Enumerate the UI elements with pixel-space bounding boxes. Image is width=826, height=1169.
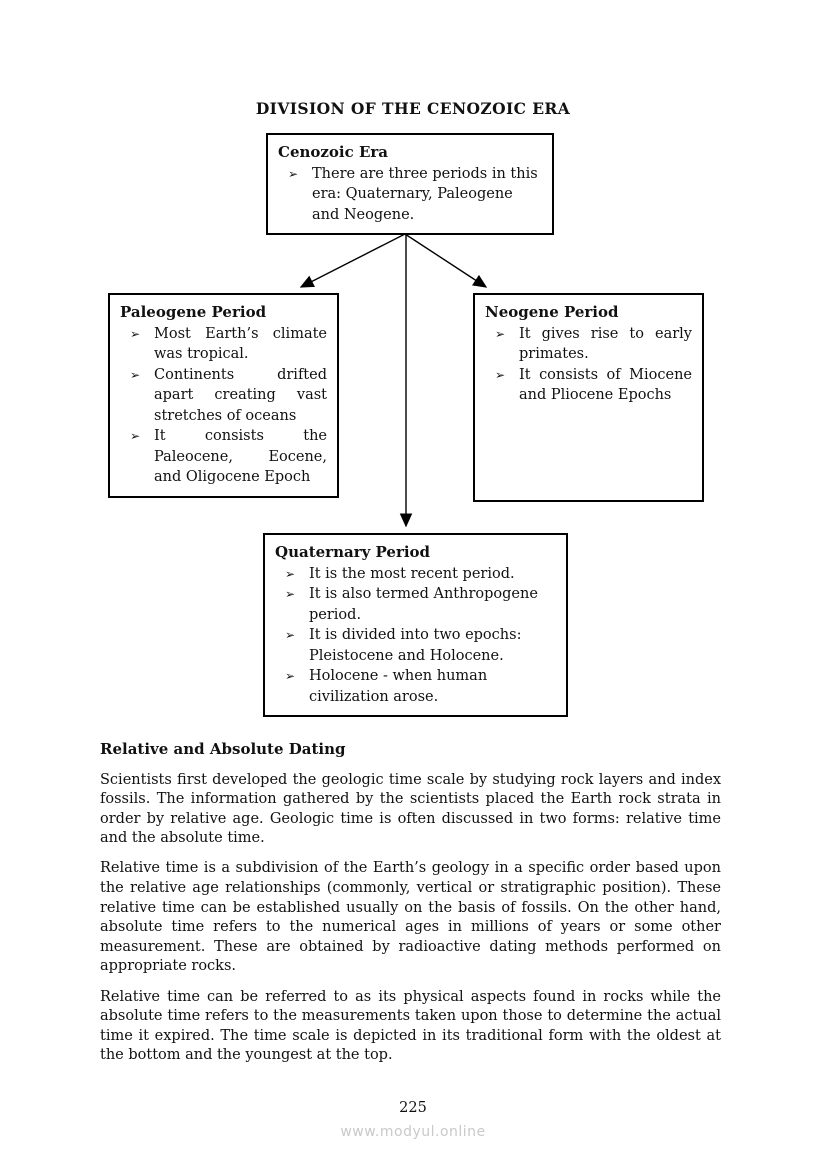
body-text-section — [100, 740, 721, 1076]
arrow-bullet-icon: ➢ — [285, 587, 296, 601]
box-heading-cenozoic: Cenozoic Era — [278, 143, 389, 161]
arrow-bullet-icon: ➢ — [288, 166, 299, 181]
bullet-item — [288, 164, 542, 226]
bullet-text: Continents drifted apart creating vast stretches of oceans — [154, 366, 327, 424]
arrow-bullet-icon: ➢ — [285, 566, 296, 581]
arrow-bullet-icon: ➢ — [495, 367, 506, 382]
arrow-bullet-icon: ➢ — [130, 367, 141, 382]
bullet-text: It consists of Miocene and Pliocene Epochs — [519, 366, 692, 403]
section-heading: Relative and Absolute Dating — [100, 740, 346, 758]
bullet-item — [495, 324, 692, 365]
bullet-text: Holocene - when human civilization arose. — [309, 668, 488, 705]
box-heading-quaternary: Quaternary Period — [275, 543, 431, 561]
bullet-item — [130, 365, 327, 427]
box-cenozoic-era — [266, 133, 554, 235]
arrow-bullet-icon: ➢ — [285, 628, 296, 642]
bullet-text: Most Earth’s climate was tropical. — [154, 325, 327, 362]
bullet-text: It is divided into two epochs: Pleistocene and Holocene. — [309, 627, 522, 664]
bullet-text: There are three periods in this era: Quaternary, Paleogene and Neogene. — [312, 165, 538, 223]
bullet-item — [130, 426, 327, 488]
arrow-bullet-icon: ➢ — [285, 669, 296, 683]
bullet-item — [495, 365, 692, 406]
paragraph-3: Relative time can be referred to as its physical aspects found in rocks while the absolute time refers to the measurements taken upon those to determine the actual time it expired. The time scale is depicted in its traditional form with the oldest at the bottom and the youngest at the top. — [100, 988, 721, 1064]
bullet-item — [285, 625, 556, 666]
page-number: 225 — [399, 1100, 427, 1116]
box-paleogene-period — [108, 293, 339, 498]
bullet-item — [130, 324, 327, 365]
bullet-text: It is also termed Anthropogene period. — [309, 586, 538, 623]
arrow-bullet-icon: ➢ — [130, 429, 141, 443]
paragraph-2: Relative time is a subdivision of the Earth’s geology in a specific order based upon the relative age relationships (commonly, vertical or stratigraphic position). These relative time can be established usually on the basis of fossils. On the other hand, absolute time refers to the numerical ages in millions of years or some other measurement. These are obtained by radioactive dating methods performed on appropriate rocks. — [100, 860, 721, 975]
box-heading-paleogene: Paleogene Period — [120, 303, 267, 321]
bullet-item — [285, 564, 556, 585]
arrow-bullet-icon: ➢ — [130, 326, 141, 341]
bullet-text: It is the most recent period. — [309, 565, 515, 582]
bullet-item — [285, 666, 556, 707]
bullet-text: It gives rise to early primates. — [519, 325, 692, 362]
page-title: DIVISION OF THE CENOZOIC ERA — [255, 99, 571, 118]
box-heading-neogene: Neogene Period — [485, 303, 619, 321]
bullet-item — [285, 584, 556, 625]
paragraph-1: Scientists first developed the geologic time scale by studying rock layers and index fossils. The information gathered by the scientists placed the Earth rock strata in order by relative age. Geologic time is often discussed in two forms: relative time and the absolute time. — [100, 771, 721, 847]
watermark: www.modyul.online — [340, 1124, 486, 1140]
arrow-bullet-icon: ➢ — [495, 326, 506, 341]
box-quaternary-period — [263, 533, 568, 717]
bullet-text: It consists the Paleocene, Eocene, and Oligocene Epoch — [154, 428, 327, 485]
box-neogene-period — [473, 293, 704, 502]
